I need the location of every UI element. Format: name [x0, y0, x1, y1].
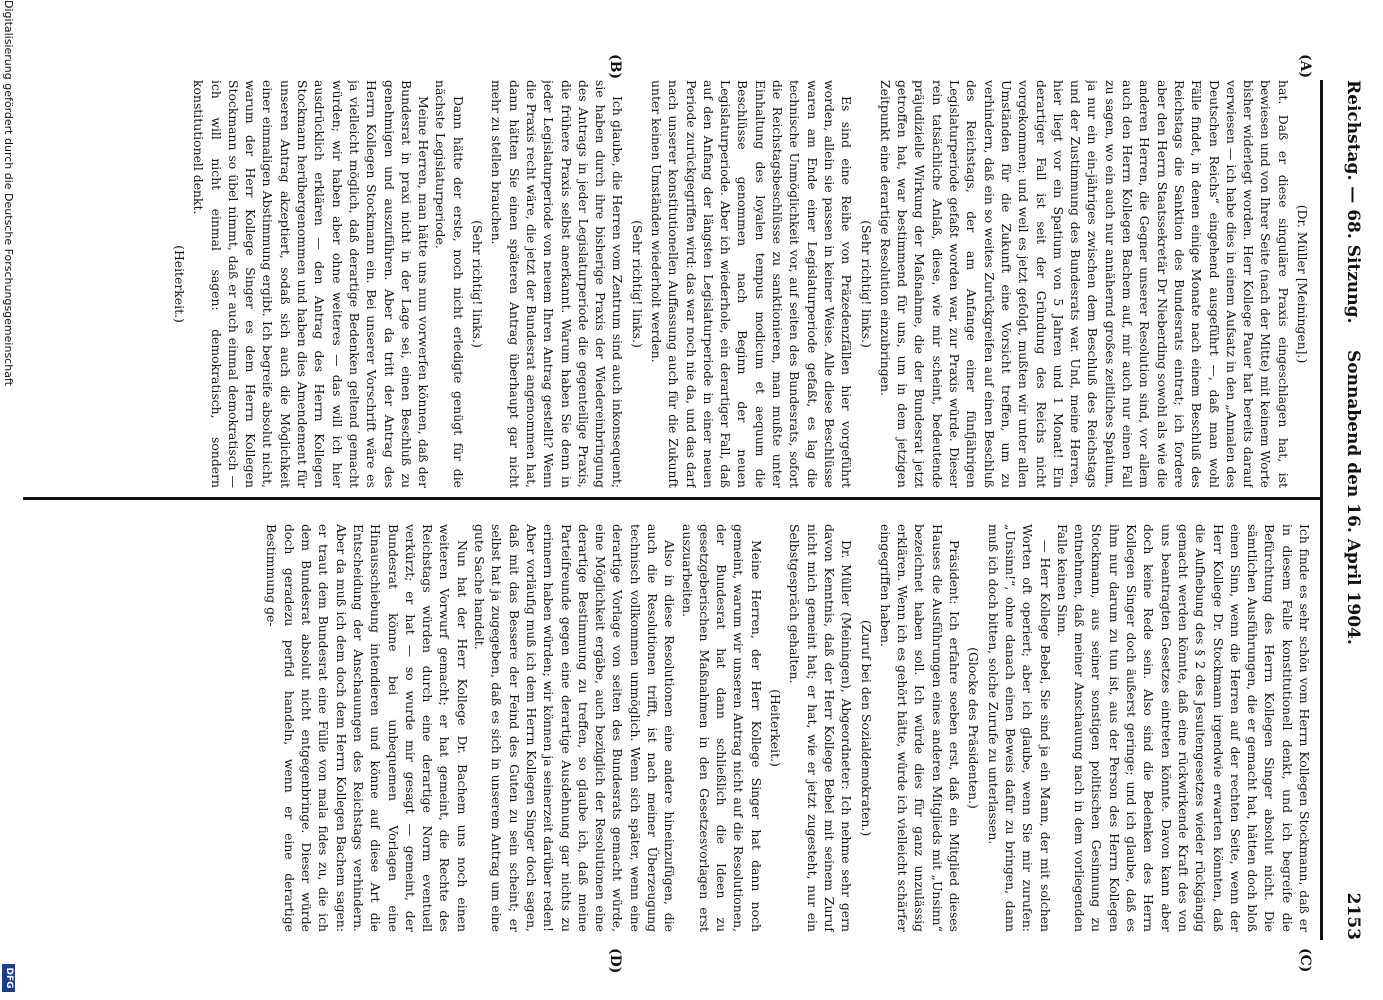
paragraph: — Herr Kollege Bebel, Sie sind ja ein Mann, der mit solchen Worten oft operiert; aber ich glaube, wenn Sie mir zurufen: „Unsinn!“, ohne danach einen Beweis dafür zu bringen, dann muß ich doch bitten, solche Zurufe zu unterlassen. — [985, 524, 1053, 932]
column-divider — [23, 497, 1323, 500]
margin-marker-c: (C) — [1297, 948, 1313, 973]
digitization-footer — [0, 0, 15, 1000]
margin-marker-a: (A) — [1297, 54, 1313, 79]
paragraph: Ich finde es sehr schön vom Herrn Kollegen Stockmann, daß er in diesem Falle konstitutionell denkt, und ich begreife die Befürchtung des Herrn Kollegen Singer absolut nicht. Die sämtlichen Ausführungen, die er gemacht hat, hätten doch bloß einen Sinn, wenn die Herren auf der rechten Seite, wenn der Herr Kollege Dr. Stockmann irgendwie erwarten könnten, daß die Aufhebung des § 2 des Jesuitengesetzes wieder rückgängig gemacht werden könnte, daß eine rückwirkende Kraft des von uns beantragten Gesetzes eintreten könnte. Davon kann aber doch keine Rede sein. Also sind die Bedenken des Herrn Kollegen Singer doch äußerst geringe; und ich glaube, daß es ihm nur darum zu tun ist, aus der Person des Herrn Kollegen Stockmann, aus seiner sonstigen politischen Gesinnung zu entnehmen, daß meiner Anschauung nach in dem vorliegenden Falle keinen Sinn. — [1054, 524, 1312, 932]
session-date: Sonnabend den 16. April 1904. — [1343, 350, 1363, 645]
right-column — [28, 524, 1313, 932]
paragraph: Ich glaube, die Herren vom Zentrum sind auch inkonsequent; sie haben durch ihre bisherige Praxis der Wiedereinbringung des Antrags in jeder Legislaturperiode die gegenteilige Praxis, die frühere Praxis selbst anerkannt. Warum haben Sie denn in jeder Legislaturperiode von neuem Ihren Antrag gestellt? Wenn die Praxis recht wäre, die jetzt der Bundesrat angenommen hat, dann hätten Sie einen späteren Antrag überhaupt gar nicht mehr zu stellen brauchen. — [489, 80, 626, 488]
page-header — [1329, 80, 1363, 940]
paragraph: Meine Herren, der Herr Kollege Singer hat dann noch gemeint, warum wir unseren Antrag nicht auf die Resolutionen, der Bundesrat hat dann schließlich die Ideen zu gesetzgeberischen Maßnahmen in den Gesetzesvorlagen erst auszuarbeiten. — [679, 524, 764, 932]
paragraph: Dann hätte der erste, noch nicht erledigte genügt für die nächste Legislaturperiode. — [433, 80, 466, 488]
speaker-paragraph: Dr. Müller (Meiningen), Abgeordneter: Ich nehme sehr gern davon Kenntnis, daß der Herr Kollege Bebel mit seinem Zuruf nicht mich gemeint hat; er hat, wie er jetzt zugesteht, nur ein Selbstgespräch gehalten. — [787, 524, 855, 932]
paragraph: Meine Herren, man hätte uns nun vorwerfen können, daß der Bundesrat in praxi nicht in der Lage sei, einen Beschluß zu genehmigen und auszuführen. Aber da tritt der Antrag des Herrn Kollegen Stockmann ein. Bei unserer Vorschrift wäre es ja vielleicht möglich, daß derartige Bedenken geltend gemacht würden; wir haben aber ohne weiteres — das will ich hier ausdrücklich erklären — den Antrag des Herrn Kollegen Stockmann herübergenommen und haben dies Amendement für unseren Antrag akzeptiert, sodaß sich auch die Möglichkeit einer einmaligen Abstimmung ergibt. Ich begreife absolut nicht, warum der Herr Kollege Singer es dem Herrn Kollegen Stockmann so übel nimmt, daß er auch einmal demokratisch — ich will nicht einmal sagen: demokratisch, sondern konstitutionell denkt. — [191, 80, 432, 488]
paragraph: hat. Daß er diese singuläre Praxis eingeschlagen hat, ist bewiesen und von Ihrer Seite (nach der Mitte) mit keinem Worte bisher widerlegt worden. Herr Kollege Pauer hat bereits darauf verwiesen — ich habe dies in einem Aufsatz in den „Annalen des Deutschen Reichs“ eingehend ausgeführt —, daß man wohl Fälle findet, in denen einige Monate nach einem Beschluß des Reichstags die Sanktion des Bundesrats eintrat; ich fordere aber den Herrn Staatssekretär Dr Nieberding sowohl als wie die anderen Herren, die Gegner unserer Resolution sind, vor allem auch den Herrn Kollegen Bachem auf, mir auch nur einen Fall zu sagen, wo ein auch nur annähernd großes zeitliches Spatium, ja nur ein ein-jähriges zwischen dem Beschluß des Reichstags und der Zustimmung des Bundesrats war. Und, meine Herren, hier liegt vor ein Spatium von 5 Jahren und 1 Monat! Ein derartiger Fall ist seit der Gründung des Reichs nicht vorgekommen; und weil es jetzt gefolgt, mußten wir unter allen Umständen für die Zukunft eine Vorsicht treffen, um zu verhindern, daß ein so weites Zurückgreifen auf einen Beschluß des Reichstags, der am Anfange einer fünfjährigen Legislaturperiode gefaßt worden war, zur Praxis würde. Dieser rein tatsächliche Anlaß, diese, wie mir scheint, bedeutende präjudizielle Wirkung der Maßnahme, die der Bundesrat jetzt getroffen hat, war bestimmend für uns, um in dem jetzigen Zeitpunkt eine derartige Resolution einzubringen. — [877, 80, 1291, 488]
interjection: (Sehr richtig! links.) — [858, 220, 874, 348]
president-remark: Präsident: Ich erfahre soeben erst, daß ein Mitglied dieses Hauses die Ausführungen eines anderen Mitglieds mit „Unsinn“ bezeichnet haben soll. Ich würde dies für ganz unzulässig erklären. Wenn ich es gehört hätte, würde ich vielleicht schärfer eingegriffen haben. — [877, 524, 963, 932]
paragraph: Nun hat der Herr Kollege Dr. Bachem uns noch einen weiteren Vorwurf gemacht; er hat gemeint, die Rechte des Reichstags würden durch eine derartige Norm eventuell verkürzt; er hat — so wurde mir gesagt — gemeint, der Bundesrat könne bei unbequemen Vorlagen eine Hinausschiebung intendieren und könne auf diese Art die Entscheidung der Anschauungen des Reichstags verhindern. Aber da muß ich dem doch dem Herrn Kollegen Bachem sagen: er traut dem Bundesrat eine Fülle von mala fides zu, die ich dem Bundesrat absolut nicht entgegenbringe. Dieser würde doch geradezu perfid handeln, wenn er eine derartige Bestimmung ge- — [264, 524, 470, 932]
margin-marker-b: (B) — [607, 54, 623, 80]
header-rule — [1320, 80, 1323, 940]
interjection: (Sehr richtig! links.) — [470, 220, 486, 348]
running-head: Reichstag. — 68. Sitzung. — [1343, 80, 1363, 324]
paragraph: Also in diese Resolutionen eine andere hineinzufügen, die auch die Resolutionen trifft, ist nach meiner Überzeugung technisch vollkommen unmöglich. Wenn sich später, wenn eine derartige Vorlage von seiten des Bundesrats gemacht würde, eine Möglichkeit ergäbe, auch bezüglich der Resolutionen eine derartige Bestimmung zu treffen, so glaube ich, daß meine Parteifreunde gegen eine derartige Ausdehnung gar nichts zu erinnern haben würden; wir können ja seinerzeit darüber reden! Aber vorläufig muß ich dem Herrn Kollegen Singer doch sagen, daß mit das Bessere der Feind des Guten zu sein scheint; er selbst hat ja zugegeben, daß es sich in unserem Antrag um eine gute Sache handelt. — [472, 524, 678, 932]
interjection: (Zuruf bei den Sozialdemokraten.) — [858, 619, 874, 837]
interjection: (Heiterkeit.) — [768, 689, 784, 767]
dfg-logo: DFG — [2, 964, 15, 992]
interjection: (Heiterkeit.) — [172, 245, 187, 323]
margin-marker-d: (D) — [607, 948, 623, 974]
speaker-continuation: (Dr. Müller [Meiningen].) — [1295, 204, 1310, 364]
left-column — [28, 80, 1313, 488]
interjection: (Sehr richtig! links.) — [629, 220, 645, 348]
interjection: (Glocke des Präsidenten.) — [966, 647, 982, 809]
page-number: 2153 — [1343, 892, 1363, 940]
paragraph: Es sind eine Reihe von Präzedenzfällen hier vorgeführt worden, allein sie passen in keiner Weise. Alle diese Beschlüsse waren am Ende einer Legislaturperiode gefaßt, es lag die technische Unmöglichkeit vor, auf seiten des Bundesrats, sofort die Reichstagsbeschlüsse zu sanktionieren, man mußte unter Einhaltung des loyalen tempus modicum et aequum die Beschlüsse genommen nach Beginn der neuen Legislaturperiode. Aber ich wiederhole, ein derartiger Fall, daß auf den Anfang der längsten Legislaturperiode in einer neuen Periode zurückgegriffen wird: das war noch nie da, und das darf nach unserer konstitutionellen Auffassung auch für die Zukunft unter keinen Umständen wiederholt werden. — [649, 80, 855, 488]
funding-credit: Digitalisierung gefördert durch die Deutsche Forschungsgemeinschaft — [2, 0, 15, 386]
